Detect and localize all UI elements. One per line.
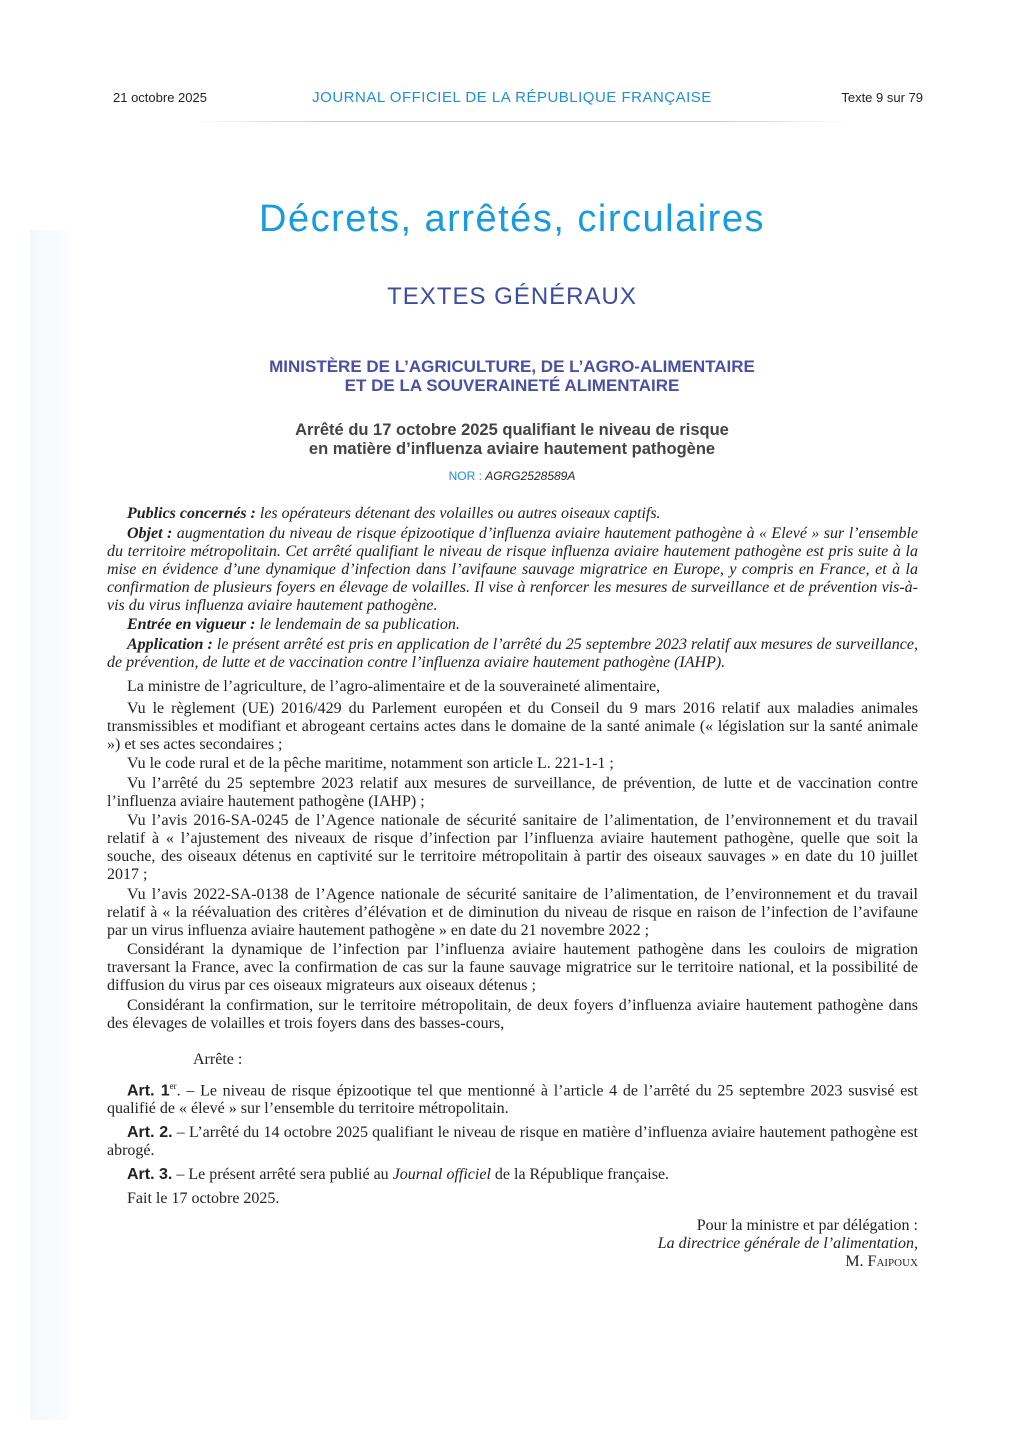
summary-text: augmentation du niveau de risque épizootique d’influenza aviaire hautement pathogène à « Elevé » sur l’ensemble du territoire métropolitain. Cet arrêté qualifiant le niveau de risque influenza aviaire hautement pathogène est pris suite à la mise en évidence d’une dynamique d’infection dans l’avifaune sauvage migratrice en Europe, y compris en France, et à la confirmation de plusieurs foyers en élevage de volailles. Il vise à renforcer les mesures de surveillance et de prévention vis-à-vis du virus influenza aviaire hautement pathogène. [107, 524, 918, 614]
arrete-title-line: Arrêté du 17 octobre 2025 qualifiant le niveau de risque [295, 421, 729, 439]
article-label: Art. 1 [127, 1081, 170, 1099]
visa-paragraph: Vu le code rural et de la pêche maritime, notamment son article L. 221-1-1 ; [127, 755, 614, 772]
header-divider [190, 121, 850, 122]
document-body [107, 505, 918, 1209]
section-title: Décrets, arrêtés, circulaires [259, 198, 765, 240]
nor-value: AGRG2528589A [485, 469, 576, 483]
header-journal-title: JOURNAL OFFICIEL DE LA RÉPUBLIQUE FRANÇAISE [312, 89, 712, 106]
header-date: 21 octobre 2025 [113, 90, 207, 105]
article-2 [107, 1124, 918, 1160]
summary-text: le présent arrêté est pris en application de l’arrêté du 25 septembre 2023 relatif aux mesures de surveillance, de prévention, de lutte et de vaccination contre l’influenza aviaire hautement pathogène (IAHP). [107, 635, 919, 671]
article-text: de la République française. [490, 1165, 670, 1183]
visa-paragraph: Considérant la dynamique de l’infection par l’influenza aviaire hautement pathogène dans les couloirs de migration traversant la France, avec la confirmation de cas sur la faune sauvage migratrice sur le territoire national, et la possibilité de diffusion du virus par ces oiseaux migrateurs aux oiseaux détenus ; [107, 941, 918, 994]
summary-entree [107, 616, 918, 634]
visa-paragraph: La ministre de l’agriculture, de l’agro-alimentaire et de la souveraineté alimentaire, [127, 677, 661, 695]
article-1 [107, 1077, 918, 1118]
article-label: Art. 2. [127, 1123, 173, 1141]
article-text: . – Le niveau de risque épizootique tel que mentionné à l’article 4 de l’arrêté du 25 septembre 2023 susvisé est qualifié de « élevé » sur l’ensemble du territoire métropolitain. [107, 1081, 918, 1117]
summary-text: les opérateurs détenant des volailles ou autres oiseaux captifs. [255, 505, 661, 522]
signature-block [658, 1217, 918, 1271]
article-text: – Le présent arrêté sera publié au [172, 1165, 393, 1183]
visa-paragraph: Vu l’arrêté du 25 septembre 2023 relatif aux mesures de surveillance, de prévention, de lutte et de vaccination contre l’influenza aviaire hautement pathogène (IAHP) ; [107, 774, 918, 810]
fait-le: Fait le 17 octobre 2025. [127, 1189, 280, 1207]
scan-margin [30, 230, 70, 1420]
visa-paragraph: Considérant la confirmation, sur le territoire métropolitain, de deux foyers d’influenza aviaire hautement pathogène dans des élevages de volailles et trois foyers dans des basses-cours, [107, 996, 918, 1032]
arrete-label: Arrête : [193, 1050, 243, 1068]
signature-title: La directrice générale de l’alimentation, [657, 1235, 918, 1252]
nor-label: NOR : [448, 469, 486, 483]
article-3 [107, 1166, 918, 1184]
article-text: – L’arrêté du 14 octobre 2025 qualifiant le niveau de risque en matière d’influenza aviaire hautement pathogène est abrogé. [107, 1123, 918, 1159]
subsection-title: TEXTES GÉNÉRAUX [387, 283, 637, 310]
ministry-line: ET DE LA SOUVERAINETÉ ALIMENTAIRE [344, 376, 680, 395]
visa-paragraph: Vu l’avis 2016-SA-0245 de l’Agence nationale de sécurité sanitaire de l’alimentation, de l’environnement et du travail relatif à « l’ajustement des niveaux de risque d’infection par l’influenza aviaire hautement pathogène, quelle que soit la souche, des oiseaux détenus en captivité sur le territoire métropolitain à partir des oiseaux sauvages » en date du 10 juillet 2017 ; [107, 812, 918, 883]
arrete-title [0, 421, 1024, 459]
article-label: Art. 3. [127, 1165, 173, 1183]
summary-application [107, 636, 918, 672]
article-sup: er [169, 1080, 177, 1091]
summary-objet [107, 525, 918, 615]
summary-label: Publics concernés : [127, 505, 256, 522]
nor-reference [0, 469, 1024, 483]
ministry-heading [0, 357, 1024, 395]
summary-label: Application : [127, 635, 213, 653]
signature-line: Pour la ministre et par délégation : [696, 1217, 918, 1234]
summary-publics [107, 505, 918, 523]
summary-label: Objet : [127, 524, 173, 542]
header-text-number: Texte 9 sur 79 [841, 90, 923, 105]
article-text-italic: Journal officiel [392, 1165, 491, 1183]
ministry-line: MINISTÈRE DE L’AGRICULTURE, DE L’AGRO-ALIMENTAIRE [269, 357, 755, 376]
summary-label: Entrée en vigueur : [127, 616, 256, 633]
summary-text: le lendemain de sa publication. [255, 616, 460, 633]
visa-paragraph: Vu l’avis 2022-SA-0138 de l’Agence nationale de sécurité sanitaire de l’alimentation, de l’environnement et du travail relatif à « la réévaluation des critères d’élévation et de diminution du niveau de risque en raison de l’infection de l’avifaune par un virus influenza aviaire hautement pathogène » en date du 21 novembre 2022 ; [107, 885, 918, 939]
signature-name: M. Faipoux [845, 1253, 918, 1270]
visa-paragraph: Vu le règlement (UE) 2016/429 du Parlement européen et du Conseil du 9 mars 2016 relatif aux maladies animales transmissibles et modifiant et abrogeant certains actes dans le domaine de la santé animale (« législation sur la santé animale ») et ses actes secondaires ; [107, 699, 918, 753]
arrete-title-line: en matière d’influenza aviaire hautement pathogène [308, 440, 716, 458]
